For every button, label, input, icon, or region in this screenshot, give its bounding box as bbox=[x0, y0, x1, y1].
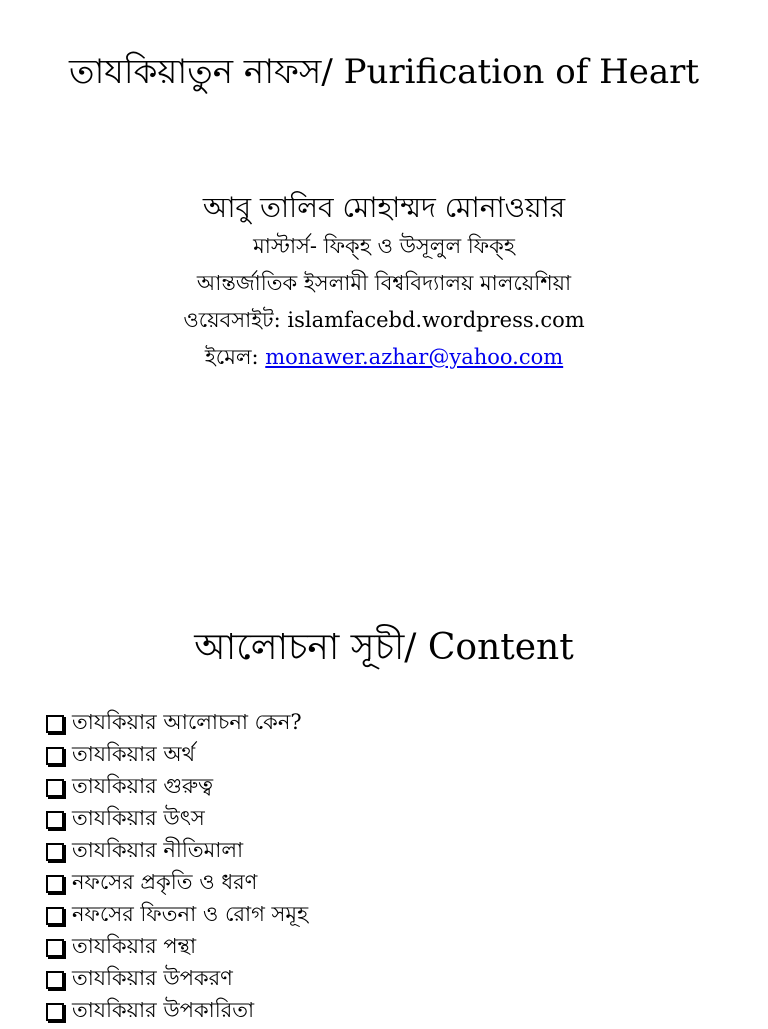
checkbox-bullet-icon bbox=[46, 747, 64, 765]
email-link[interactable]: monawer.azhar@yahoo.com bbox=[265, 345, 564, 369]
list-item bbox=[46, 995, 746, 1027]
checkbox-bullet-icon bbox=[46, 779, 64, 797]
list-item bbox=[46, 707, 746, 739]
list-item bbox=[46, 739, 746, 771]
author-name: আবু তালিব মোহাম্মদ মোনাওয়ার bbox=[202, 191, 566, 224]
website-line bbox=[0, 302, 768, 339]
list-item-label: তাযকিয়ার আলোচনা কেন? bbox=[72, 709, 302, 734]
list-item bbox=[46, 803, 746, 835]
list-item-label: তাযকিয়ার গুরুত্ব bbox=[72, 773, 214, 798]
checkbox-bullet-icon bbox=[46, 1003, 64, 1021]
author-info bbox=[0, 188, 768, 376]
content-title: আলোচনা সূচী/ Content bbox=[194, 627, 574, 668]
checkbox-bullet-icon bbox=[46, 939, 64, 957]
slide-title: তাযকিয়াতুন নাফস/ Purification of Heart bbox=[68, 52, 700, 92]
list-item-label: তাযকিয়ার উপকারিতা bbox=[72, 997, 255, 1022]
checkbox-bullet-icon bbox=[46, 875, 64, 893]
checkbox-bullet-icon bbox=[46, 907, 64, 925]
email-line bbox=[0, 339, 768, 376]
list-item bbox=[46, 867, 746, 899]
list-item-label: তাযকিয়ার উৎস bbox=[72, 805, 205, 830]
author-degree: মাস্টার্স- ফিক্হ ও উসূলুল ফিক্হ bbox=[253, 234, 515, 258]
email-label: ইমেল: bbox=[204, 345, 259, 369]
checkbox-bullet-icon bbox=[46, 715, 64, 733]
list-item-label: নফসের প্রকৃতি ও ধরণ bbox=[72, 869, 258, 894]
list-item-label: নফসের ফিতনা ও রোগ সমূহ bbox=[72, 901, 309, 926]
website-text: islamfacebd.wordpress.com bbox=[287, 308, 585, 332]
list-item bbox=[46, 771, 746, 803]
author-university: আন্তর্জাতিক ইসলামী বিশ্ববিদ্যালয় মালয়েশিয়া bbox=[196, 271, 572, 295]
website-label: ওয়েবসাইট: bbox=[183, 308, 281, 332]
checkbox-bullet-icon bbox=[46, 811, 64, 829]
list-item-label: তাযকিয়ার পন্থা bbox=[72, 933, 197, 958]
list-item bbox=[46, 899, 746, 931]
checkbox-bullet-icon bbox=[46, 971, 64, 989]
list-item-label: তাযকিয়ার উপকরণ bbox=[72, 965, 233, 990]
list-item bbox=[46, 835, 746, 867]
list-item bbox=[46, 931, 746, 963]
content-list bbox=[46, 707, 746, 1027]
list-item-label: তাযকিয়ার নীতিমালা bbox=[72, 837, 244, 862]
checkbox-bullet-icon bbox=[46, 843, 64, 861]
content-slide bbox=[0, 560, 768, 1024]
list-item bbox=[46, 963, 746, 995]
list-item-label: তাযকিয়ার অর্থ bbox=[72, 741, 196, 766]
